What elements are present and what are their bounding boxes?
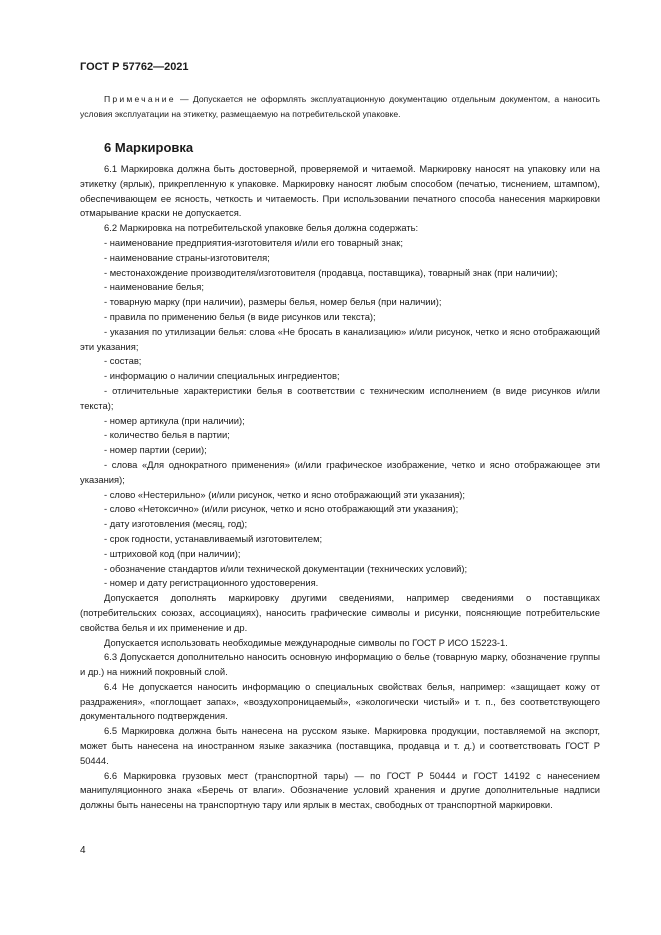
list-item: - номер и дату регистрационного удостоверения.	[104, 577, 319, 589]
paragraph-6-5: 6.5 Маркировка должна быть нанесена на русском языке. Маркировка продукции, поставляемой на экспорт, может быть нанесена на иностранном языке заказчика (поставщика, продавца и т. д.) и соответствовать ГОСТ Р 50444.	[80, 725, 600, 766]
list-item: - срок годности, устанавливаемый изготовителем;	[104, 532, 323, 544]
paragraph-symbols: Допускается использовать необходимые международные символы по ГОСТ Р ИСО 15223-1.	[104, 636, 508, 648]
section-title: 6 Маркировка	[104, 140, 194, 155]
note-block	[80, 92, 600, 122]
paragraph-6-1: 6.1 Маркировка должна быть достоверной, проверяемой и читаемой. Маркировку наносят на упаковку или на этикетку (ярлык), прикрепленную к упаковке. Маркировку наносят любым способом (печатью, тиснением, штампом), обеспечивающем ее ясность, четкость и читаемость. При использовании печатного способа нанесения маркировки отмарывание краски не допускается.	[80, 163, 600, 219]
list-item: - слово «Нестерильно» (и/или рисунок, четко и ясно отображающий эти указания);	[104, 488, 466, 500]
list-item: - товарную марку (при наличии), размеры белья, номер белья (при наличии);	[104, 296, 442, 308]
list-item: - местонахождение производителя/изготовителя (продавца, поставщика), товарный знак (при наличии);	[104, 266, 558, 278]
list-item: - количество белья в партии;	[104, 429, 230, 441]
list-item: - штриховой код (при наличии);	[104, 547, 241, 559]
note-text: — Допускается не оформлять эксплуатационную документацию отдельным документом, а наносить условия эксплуатации на этикетку, размещаемую на потребительской упаковке.	[80, 94, 600, 119]
page-number: 4	[80, 845, 86, 856]
list-item: - наименование предприятия-изготовителя и/или его товарный знак;	[104, 236, 403, 248]
paragraph-additional-info: Допускается дополнять маркировку другими сведениями, например сведениями о поставщиках (потребительских союзах, ассоциациях), наносить графические символы и рисунки, поясняющие потребительские свойства белья и их применение и др.	[80, 592, 600, 633]
document-header: ГОСТ Р 57762—2021	[80, 61, 189, 73]
list-item: - слова «Для однократного применения» (и/или графическое изображение, четко и ясно отображающее эти указания);	[80, 458, 600, 485]
list-item: - номер артикула (при наличии);	[104, 414, 245, 426]
list-item: - правила по применению белья (в виде рисунков или текста);	[104, 310, 376, 322]
section-body	[80, 162, 600, 813]
paragraph-6-3: 6.3 Допускается дополнительно наносить основную информацию о белье (товарную марку, обозначение группы и др.) на нижний покровный слой.	[80, 651, 600, 678]
paragraph-6-6: 6.6 Маркировка грузовых мест (транспортной тары) — по ГОСТ Р 50444 и ГОСТ 14192 с нанесением манипуляционного знака «Беречь от влаги». Обозначение условий хранения и другие дополнительные надписи должны быть нанесены на транспортную тару или ярлык в местах, свободных от транспортной маркировки.	[80, 769, 600, 811]
note-label: Примечание	[104, 94, 176, 104]
note-paragraph	[80, 92, 600, 122]
list-item: - обозначение стандартов и/или технической документации (технических условий);	[104, 562, 468, 574]
list-item: - наименование белья;	[104, 281, 204, 293]
list-item: - указания по утилизации белья: слова «Не бросать в канализацию» и/или рисунок, четко и ясно отображающий эти указания;	[80, 325, 600, 352]
list-item: - дату изготовления (месяц, год);	[104, 518, 248, 530]
list-item: - состав;	[104, 355, 142, 367]
list-item: - номер партии (серии);	[104, 444, 207, 456]
list-item: - отличительные характеристики белья в соответствии с техническим исполнением (в виде рисунков и/или текста);	[80, 384, 600, 411]
paragraph-6-4: 6.4 Не допускается наносить информацию о специальных свойствах белья, например: «защищает кожу от раздражения», «поглощает запах», «воздухопроницаемый», «экологически чистый» и т. п., без соответствующего документального подтверждения.	[80, 680, 600, 722]
list-item: - слово «Нетоксично» (и/или рисунок, четко и ясно отображающий эти указания);	[104, 503, 459, 515]
list-item: - наименование страны-изготовителя;	[104, 251, 270, 263]
list-item: - информацию о наличии специальных ингредиентов;	[104, 370, 340, 382]
paragraph-6-2: 6.2 Маркировка на потребительской упаковке белья должна содержать:	[104, 222, 419, 234]
